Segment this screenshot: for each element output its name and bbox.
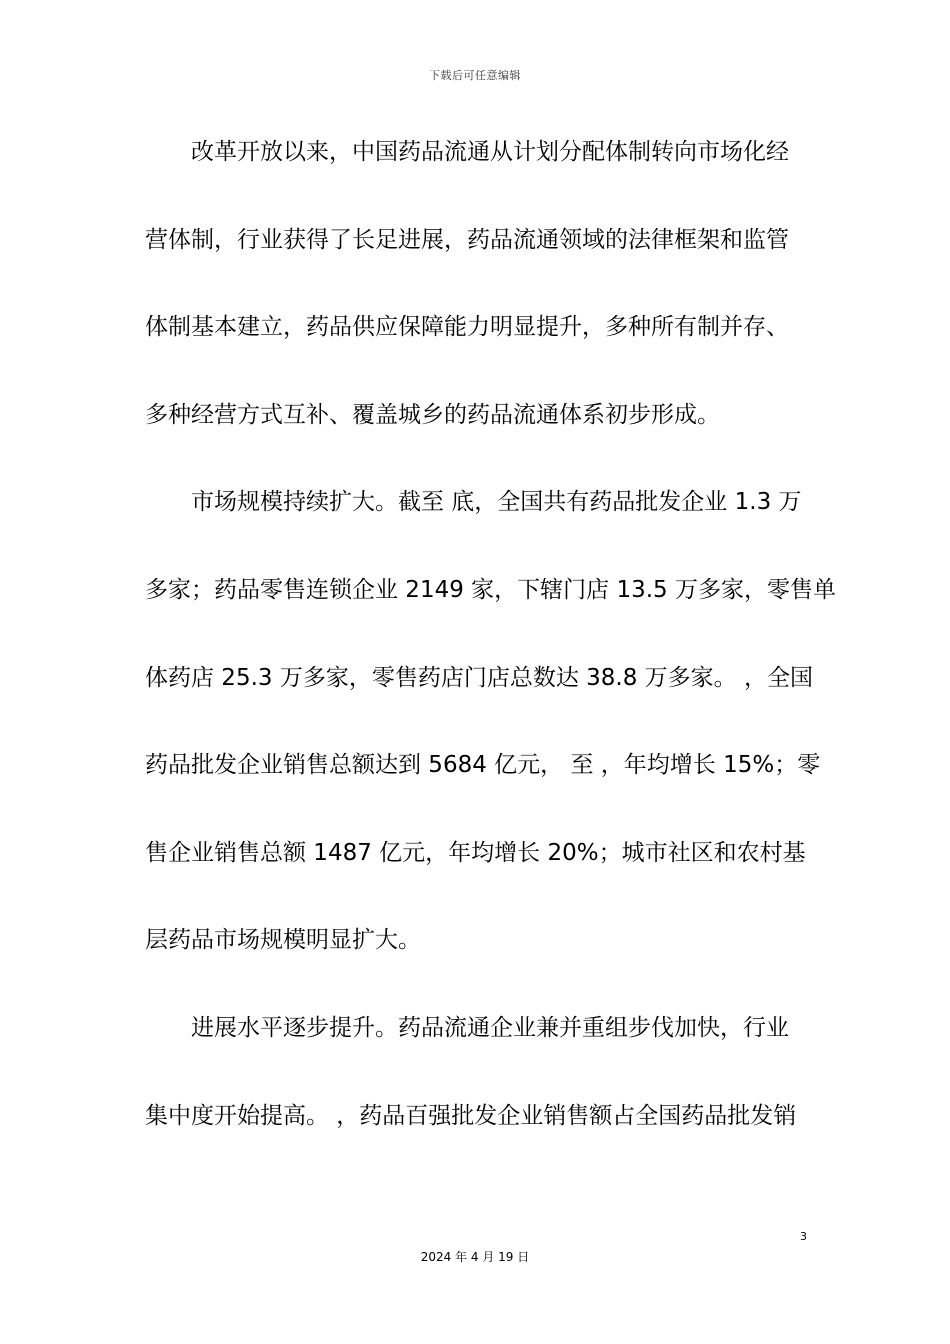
page-number: 3: [800, 1230, 807, 1243]
paragraph-2-line-4: 药品批发企业销售总额达到 5684 亿元， 至 ，年均增长 15%；零: [145, 752, 821, 779]
paragraph-1-line-4: 多种经营方式互补、覆盖城乡的药品流通体系初步形成。: [145, 401, 720, 428]
paragraph-2-line-6: 层药品市场规模明显扩大。: [145, 927, 421, 954]
paragraph-1-line-1: 改革开放以来，中国药品流通从计划分配体制转向市场化经: [191, 139, 789, 165]
footer-date: 2024 年 4 月 19 日: [420, 1250, 530, 1264]
paragraph-2-line-3: 体药店 25.3 万多家，零售药店门店总数达 38.8 万多家。 ，全国: [145, 664, 813, 691]
paragraph-2-line-5: 售企业销售总额 1487 亿元，年均增长 20%；城市社区和农村基: [145, 839, 806, 866]
document-body: [145, 132, 836, 1183]
page-header-note: 下载后可任意编辑: [429, 69, 521, 82]
paragraph-1-line-2: 营体制，行业获得了长足进展，药品流通领域的法律框架和监管: [145, 226, 789, 253]
paragraph-1-line-3: 体制基本建立，药品供应保障能力明显提升，多种所有制并存、: [145, 314, 789, 341]
paragraph-2-line-1: 市场规模持续扩大。截至 底，全国共有药品批发企业 1.3 万: [191, 489, 802, 516]
paragraph-3-line-2: 集中度开始提高。 ，药品百强批发企业销售额占全国药品批发销: [145, 1102, 797, 1129]
paragraph-2-line-2: 多家；药品零售连锁企业 2149 家，下辖门店 13.5 万多家，零售单: [145, 576, 836, 603]
paragraph-3-line-1: 进展水平逐步提升。药品流通企业兼并重组步伐加快，行业: [191, 1014, 789, 1041]
